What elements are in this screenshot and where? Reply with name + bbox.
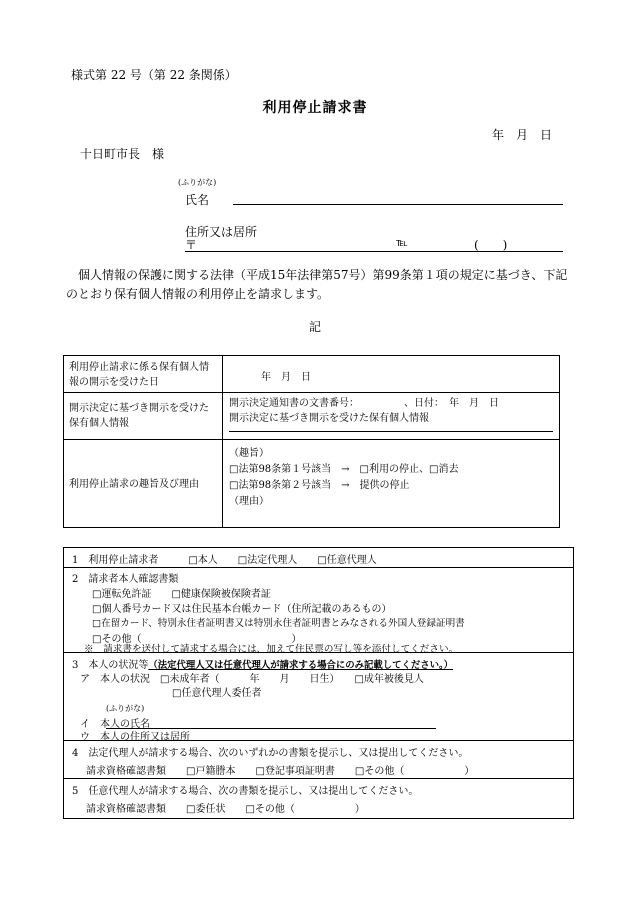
purpose-reason-label [64, 440, 223, 528]
ki-heading: 記 [308, 320, 321, 334]
document-title: 利用停止請求書 [262, 100, 368, 116]
identity-doc-option-2: □個人番号カード又は住民基本台帳カード（住所記載のあるもの） [92, 604, 392, 615]
table-row [64, 440, 559, 528]
table-row [64, 356, 559, 393]
requester-info-table [63, 547, 574, 819]
form-number: 様式第 22 号（第 22 条関係） [71, 68, 237, 82]
identity-doc-option-1: □運転免許証 □健康保険被保険者証 [92, 589, 271, 600]
principal-status-heading [72, 656, 453, 671]
purpose-reason-cell [223, 440, 559, 537]
request-detail-table [63, 355, 560, 528]
disclosed-info-label-text: 開示決定に基づき開示を受けた保有個人情報 [69, 403, 209, 429]
disclosure-date-text: 年 月 日 [261, 371, 311, 383]
agent-docs-line: 請求資格確認書類 □委任状 □その他（ ） [86, 804, 365, 815]
request-statement: 個人情報の保護に関する法律（平成15年法律第57号）第99条第１項の規定に基づき、下記のとおり保有個人情報の利用停止を請求します。 [66, 268, 568, 301]
requester-type-line: 1 利用停止請求者 □本人 □法定代理人 □任意代理人 [72, 555, 377, 566]
postal-mark: 〒 [185, 238, 198, 252]
principal-status-proxy: □任意代理人委任者 [172, 688, 262, 699]
section-legal-representative [64, 741, 573, 779]
disclosed-info-cell [223, 393, 559, 445]
principal-status-line: ア 本人の状況 □未成年者（ 年 月 日生） □成年被後見人 [80, 674, 424, 685]
section-requester [64, 548, 573, 568]
section-principal-status [64, 653, 573, 741]
section-voluntary-agent [64, 779, 573, 818]
principal-status-note: （法定代理人又は任意代理人が請求する場合にのみ記載してください。） [148, 660, 454, 671]
section-identity-docs [64, 568, 573, 653]
reason-heading: （理由） [229, 496, 269, 507]
identity-doc-option-3: □在留カード、特別永住者証明書又は特別永住者証明書とみなされる外国人登録証明書 [92, 618, 465, 629]
purpose-reason-label-text: 利用停止請求の趣旨及び理由 [69, 478, 199, 490]
notice-number-line: 開示決定通知書の文書番号： 、日付： 年 月 日 [229, 398, 499, 409]
agent-heading: 5 任意代理人が請求する場合、次の書類を提示し、又は提出してください。 [72, 786, 419, 797]
name-label: 氏名 [185, 193, 210, 207]
addressee: 十日町市長 様 [80, 147, 165, 161]
name-field-line [233, 204, 563, 205]
legal-rep-heading: 4 法定代理人が請求する場合、次のいずれかの書類を提示し、又は提出してください。 [72, 748, 469, 759]
identity-doc-option-4: □その他（ ） [92, 634, 302, 645]
purpose-heading: （趣旨） [229, 448, 269, 459]
disclosed-info-line: 開示決定に基づき開示を受けた保有個人情報 [229, 413, 429, 424]
disclosed-info-label [64, 393, 223, 439]
identity-docs-heading: 2 請求者本人確認書類 [72, 574, 179, 585]
request-date: 年 月 日 [492, 128, 553, 142]
disclosure-date-label: 利用停止請求に係る保有個人情報の開示を受けた日 [64, 356, 223, 392]
tel-area-paren: ( ) [474, 238, 508, 252]
principal-furigana-label: (ふりがな) [106, 704, 145, 713]
table-row [64, 393, 559, 440]
purpose-option-1: □法第98条第１号該当 → □利用の停止、□消去 [229, 464, 459, 475]
principal-name-label: イ 本人の氏名 [80, 719, 150, 730]
name-furigana-label: (ふりがな) [178, 178, 217, 187]
tel-label: ℡ [396, 236, 408, 249]
principal-status-heading-text: 3 本人の状況等 [72, 660, 149, 671]
address-field-line [185, 251, 563, 252]
purpose-option-2: □法第98条第２号該当 → 提供の停止 [229, 480, 410, 491]
address-label: 住所又は居所 [185, 225, 258, 239]
disclosed-info-underline [229, 431, 553, 432]
disclosure-date-value [223, 356, 559, 398]
legal-rep-docs-line: 請求資格確認書類 □戸籍謄本 □登記事項証明書 □その他（ ） [86, 766, 475, 777]
principal-address-label: ウ 本人の住所又は居所 [80, 732, 190, 743]
identity-docs-note: ※ 請求書を送付して請求する場合には、加えて住民票の写し等を添付してください。 [84, 644, 459, 655]
